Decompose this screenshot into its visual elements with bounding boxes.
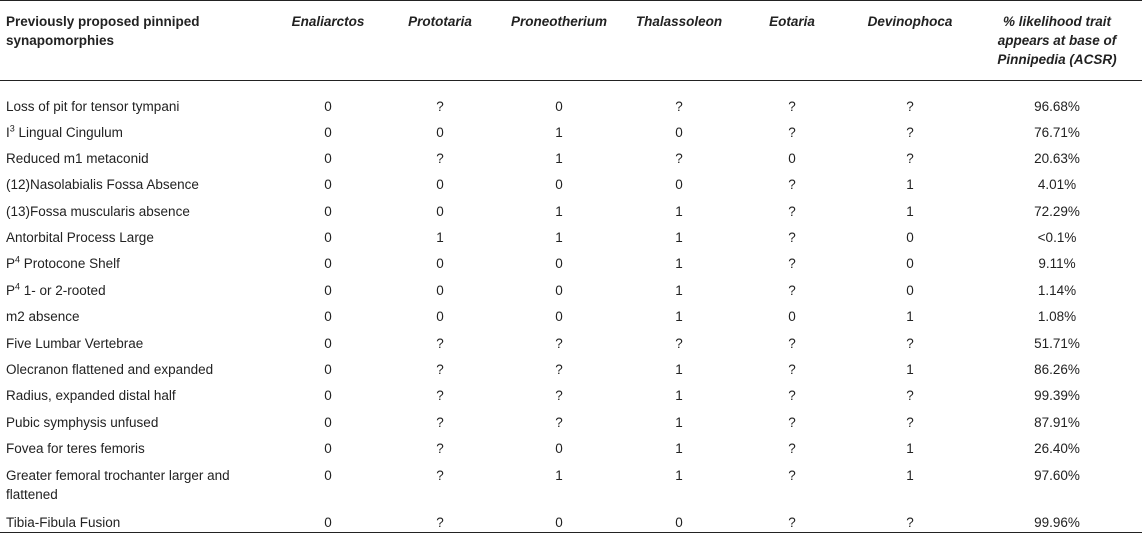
header-devinophoca: Devinophoca <box>867 14 953 29</box>
thalassoleon-cell: 1 <box>675 256 683 272</box>
table-row <box>0 380 1142 406</box>
thalassoleon-cell: 1 <box>675 309 683 325</box>
likelihood-cell: 87.91% <box>1034 414 1080 430</box>
proneotherium-cell: 1 <box>555 203 563 219</box>
enaliarctos-cell: 0 <box>324 99 332 114</box>
likelihood-cell: 1.14% <box>1037 282 1077 298</box>
trait-cell <box>0 169 272 195</box>
proneotherium-cell: 0 <box>555 514 563 530</box>
eotaria-cell: 0 <box>788 150 796 166</box>
eotaria-cell: ? <box>788 467 796 483</box>
thalassoleon-cell: 1 <box>675 362 683 378</box>
trait-label: Greater femoral trochanter larger and flattened <box>6 467 230 502</box>
thalassoleon-cell: 1 <box>675 230 683 246</box>
enaliarctos-cell: 0 <box>324 309 332 325</box>
trait-label: Pubic symphysis unfused <box>6 414 159 430</box>
table-row <box>0 507 1142 533</box>
prototaria-cell: 0 <box>436 282 444 298</box>
likelihood-cell: 99.39% <box>1034 388 1080 404</box>
prototaria-cell: ? <box>436 467 444 483</box>
proneotherium-cell: 0 <box>555 441 563 457</box>
thalassoleon-cell: ? <box>675 335 683 351</box>
thalassoleon-cell: 0 <box>675 514 683 530</box>
proneotherium-cell: 0 <box>555 256 563 272</box>
enaliarctos-cell: 0 <box>324 414 332 430</box>
trait-superscript: 4 <box>15 281 21 292</box>
trait-label: Reduced m1 metaconid <box>6 150 149 166</box>
likelihood-cell: <0.1% <box>1037 230 1077 246</box>
eotaria-cell: ? <box>788 388 796 404</box>
prototaria-cell: ? <box>436 362 444 378</box>
thalassoleon-cell: 1 <box>675 203 683 219</box>
devinophoca-cell: 0 <box>906 256 914 272</box>
eotaria-cell: ? <box>788 362 796 378</box>
proneotherium-cell: 1 <box>555 230 563 246</box>
prototaria-cell: ? <box>436 514 444 530</box>
proneotherium-cell: 0 <box>555 282 563 298</box>
likelihood-cell: 99.96% <box>1034 514 1080 530</box>
devinophoca-cell: 1 <box>906 203 914 219</box>
enaliarctos-cell: 0 <box>324 514 332 530</box>
trait-superscript: 3 <box>9 123 15 133</box>
table-body <box>0 81 1142 533</box>
trait-cell <box>0 196 272 222</box>
enaliarctos-cell: 0 <box>324 362 332 378</box>
trait-label-rest: 1- or 2-rooted <box>20 282 106 298</box>
likelihood-cell: 26.40% <box>1034 441 1080 457</box>
enaliarctos-cell: 0 <box>324 203 332 219</box>
trait-label: Fovea for teres femoris <box>6 441 145 457</box>
enaliarctos-cell: 0 <box>324 230 332 246</box>
table-row <box>0 248 1142 274</box>
thalassoleon-cell: 1 <box>675 467 683 483</box>
likelihood-cell: 97.60% <box>1034 467 1080 483</box>
enaliarctos-cell: 0 <box>324 335 332 351</box>
eotaria-cell: ? <box>788 335 796 351</box>
proneotherium-cell: 1 <box>555 150 563 166</box>
prototaria-cell: 0 <box>436 256 444 272</box>
enaliarctos-cell: 0 <box>324 282 332 298</box>
header-row <box>0 1 1142 81</box>
table-row <box>0 196 1142 222</box>
trait-cell <box>0 248 272 274</box>
trait-cell <box>0 222 272 248</box>
enaliarctos-cell: 0 <box>324 124 332 140</box>
devinophoca-cell: 1 <box>906 177 914 193</box>
devinophoca-cell: ? <box>906 514 914 530</box>
trait-cell <box>0 407 272 433</box>
trait-superscript: 4 <box>15 254 21 265</box>
prototaria-cell: ? <box>436 99 444 114</box>
prototaria-cell: ? <box>436 150 444 166</box>
likelihood-cell: 51.71% <box>1034 335 1080 351</box>
trait-cell <box>0 507 272 533</box>
eotaria-cell: 0 <box>788 309 796 325</box>
thalassoleon-cell: ? <box>675 150 683 166</box>
header-trait: Previously proposed pinniped synapomorphies <box>6 14 200 48</box>
proneotherium-cell: 0 <box>555 309 563 325</box>
trait-cell <box>0 328 272 354</box>
table-row <box>0 301 1142 327</box>
table-row <box>0 433 1142 459</box>
proneotherium-cell: 1 <box>555 467 563 483</box>
table-row <box>0 275 1142 301</box>
likelihood-cell: 76.71% <box>1034 124 1080 140</box>
prototaria-cell: ? <box>436 388 444 404</box>
prototaria-cell: 1 <box>436 230 444 246</box>
eotaria-cell: ? <box>788 203 796 219</box>
devinophoca-cell: 1 <box>906 362 914 378</box>
thalassoleon-cell: 1 <box>675 282 683 298</box>
table-header <box>0 1 1142 81</box>
trait-cell <box>0 354 272 380</box>
trait-cell <box>0 380 272 406</box>
trait-label: m2 absence <box>6 309 80 325</box>
prototaria-cell: 0 <box>436 203 444 219</box>
thalassoleon-cell: 1 <box>675 388 683 404</box>
proneotherium-cell: 0 <box>555 99 563 114</box>
trait-label: Antorbital Process Large <box>6 230 154 246</box>
trait-label: Radius, expanded distal half <box>6 388 176 404</box>
trait-label: Five Lumbar Vertebrae <box>6 335 144 351</box>
table-row <box>0 328 1142 354</box>
devinophoca-cell: ? <box>906 99 914 114</box>
enaliarctos-cell: 0 <box>324 467 332 483</box>
likelihood-cell: 96.68% <box>1034 99 1080 114</box>
devinophoca-cell: 1 <box>906 309 914 325</box>
thalassoleon-cell: 1 <box>675 441 683 457</box>
header-thalassoleon: Thalassoleon <box>635 14 723 29</box>
header-proneotherium: Proneotherium <box>510 14 607 29</box>
trait-label: (13)Fossa muscularis absence <box>6 203 190 219</box>
enaliarctos-cell: 0 <box>324 441 332 457</box>
prototaria-cell: 0 <box>436 124 444 140</box>
trait-label: I <box>6 124 10 140</box>
thalassoleon-cell: 0 <box>675 177 683 193</box>
eotaria-cell: ? <box>788 514 796 530</box>
thalassoleon-cell: 0 <box>675 124 683 140</box>
prototaria-cell: ? <box>436 414 444 430</box>
devinophoca-cell: ? <box>906 388 914 404</box>
trait-label: P <box>6 282 16 298</box>
trait-label-rest: Protocone Shelf <box>20 256 120 272</box>
trait-cell <box>0 143 272 169</box>
eotaria-cell: ? <box>788 177 796 193</box>
prototaria-cell: 0 <box>436 177 444 193</box>
table-row <box>0 169 1142 195</box>
table-row <box>0 81 1142 117</box>
trait-label: Loss of pit for tensor tympani <box>6 99 180 114</box>
prototaria-cell: ? <box>436 441 444 457</box>
enaliarctos-cell: 0 <box>324 150 332 166</box>
likelihood-cell: 4.01% <box>1037 177 1077 193</box>
proneotherium-cell: 0 <box>555 177 563 193</box>
eotaria-cell: ? <box>788 414 796 430</box>
proneotherium-cell: ? <box>555 388 563 404</box>
devinophoca-cell: ? <box>906 150 914 166</box>
enaliarctos-cell: 0 <box>324 388 332 404</box>
header-likelihood: % likelihood trait appears at base of Pinnipedia (ACSR) <box>997 14 1117 67</box>
trait-cell <box>0 81 272 117</box>
likelihood-cell: 9.11% <box>1038 256 1076 272</box>
likelihood-cell: 20.63% <box>1034 150 1080 166</box>
devinophoca-cell: ? <box>906 124 914 140</box>
trait-cell <box>0 460 272 507</box>
prototaria-cell: 0 <box>436 309 444 325</box>
likelihood-cell: 72.29% <box>1034 203 1080 219</box>
eotaria-cell: ? <box>788 230 796 246</box>
trait-label: Tibia-Fibula Fusion <box>6 514 121 530</box>
devinophoca-cell: 0 <box>906 230 914 246</box>
proneotherium-cell: ? <box>555 414 563 430</box>
header-enaliarctos: Enaliarctos <box>291 14 365 29</box>
trait-cell <box>0 117 272 143</box>
eotaria-cell: ? <box>788 441 796 457</box>
table-row <box>0 407 1142 433</box>
proneotherium-cell: 1 <box>555 124 563 140</box>
devinophoca-cell: 0 <box>906 282 914 298</box>
eotaria-cell: ? <box>788 99 796 114</box>
thalassoleon-cell: ? <box>675 99 683 114</box>
likelihood-cell: 1.08% <box>1037 309 1077 325</box>
header-prototaria: Prototaria <box>408 14 472 29</box>
trait-cell <box>0 433 272 459</box>
table-row <box>0 117 1142 143</box>
enaliarctos-cell: 0 <box>324 256 332 272</box>
table-row <box>0 460 1142 507</box>
trait-label: P <box>6 256 16 272</box>
eotaria-cell: ? <box>788 282 796 298</box>
devinophoca-cell: ? <box>906 414 914 430</box>
likelihood-cell: 86.26% <box>1034 362 1080 378</box>
trait-label: (12)Nasolabialis Fossa Absence <box>6 177 199 193</box>
enaliarctos-cell: 0 <box>324 177 332 193</box>
header-eotaria: Eotaria <box>769 14 815 29</box>
devinophoca-cell: 1 <box>906 441 914 457</box>
trait-label-rest: Lingual Cingulum <box>14 124 123 140</box>
table-row <box>0 143 1142 169</box>
proneotherium-cell: ? <box>555 335 563 351</box>
thalassoleon-cell: 1 <box>675 414 683 430</box>
eotaria-cell: ? <box>788 256 796 272</box>
trait-cell <box>0 275 272 301</box>
eotaria-cell: ? <box>788 124 796 140</box>
table-row <box>0 354 1142 380</box>
devinophoca-cell: ? <box>906 335 914 351</box>
table-row <box>0 222 1142 248</box>
trait-label: Olecranon flattened and expanded <box>6 362 214 378</box>
proneotherium-cell: ? <box>555 362 563 378</box>
prototaria-cell: ? <box>436 335 444 351</box>
devinophoca-cell: 1 <box>906 467 914 483</box>
trait-cell <box>0 301 272 327</box>
